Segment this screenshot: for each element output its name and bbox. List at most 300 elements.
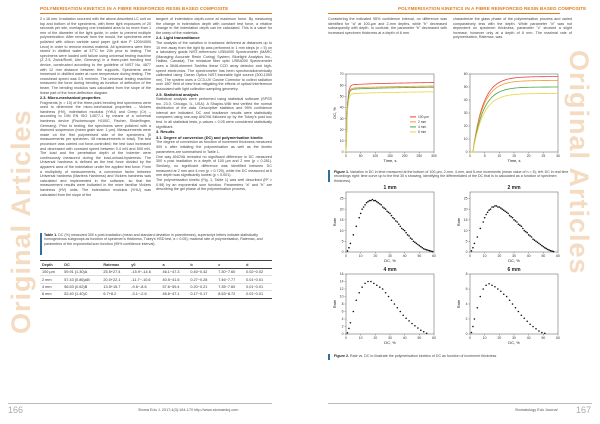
y-tick-label: 60: [463, 72, 468, 77]
data-point: [526, 232, 528, 234]
table-header-row: [40, 261, 272, 269]
y-tick-label: 60: [339, 83, 344, 88]
data-point: [355, 299, 357, 301]
section-heading: 3. Results: [156, 129, 175, 135]
table-cell: 8.53~8.72: [216, 291, 244, 298]
data-point: [479, 228, 481, 230]
header-rule: [328, 13, 560, 14]
page-number: 166: [8, 405, 24, 415]
data-point: [394, 218, 396, 220]
data-point: [479, 296, 481, 298]
y-tick-label: 6: [465, 287, 468, 292]
data-point: [405, 232, 407, 234]
data-point: [414, 325, 416, 327]
table-cell: 0.17~0.17: [188, 291, 216, 298]
data-point: [512, 303, 514, 305]
data-point: [543, 246, 545, 248]
running-header: POLYMERISATION KINETICS IN A FIBRE REINFORCED RESIN BASED COMPOSITE: [398, 6, 587, 11]
data-point: [382, 288, 384, 290]
table-caption: [44, 233, 272, 246]
paragraph: 2 x 16 mm. Irradiation occurred with the above-described LC unit on top and bottom of the specimens, with three light exposures of 20 seconds per site, overlapping one irradiated area to no more than 1 mm of the diameter of the light guide, in order to prevent multiple polymerization. After removal from the mould, the specimens were polished with silicon carbide sand paper (grit size P 1200/4000 Leco) in order to remove excess material. All specimens were then stored in distilled water at 37°C for 24h prior to testing. The specimens were loaded until failure using universal testing machine (Z 2.5, Zwick/Roell, Ulm, Germany) in a three-point bending test device, constructed according to the guideline of NIST No. 4877 with 12 mm distance between the supports. Specimens were immersed in distilled water at room temperature during testing. The crosshead speed was 0.5 mm/min. The universal testing machine measured the force during bending as function of deflection of the beam. The bending modulus was calculated from the slope of the linear part of the force-deflection diagram.: [40, 17, 151, 95]
data-point: [367, 281, 369, 283]
data-point: [525, 231, 527, 233]
data-point: [477, 307, 479, 309]
data-point: [417, 327, 419, 329]
section-heading: 2.3. Micro-mechanical properties: [40, 95, 101, 101]
y-tick-label: 0: [341, 250, 344, 255]
data-point: [367, 201, 369, 203]
data-point: [497, 206, 499, 208]
x-tick-label: 50: [541, 254, 546, 258]
data-point: [370, 200, 372, 202]
paragraph: tangent of indentation depth-curve at maximum force. By measuring the change in indentation depth with constant test force, a relative change in the indentation depth can be calculated. This is a value for the creep of the materials.: [156, 17, 272, 35]
table-cell: 13.5+15.7: [101, 283, 129, 290]
data-point: [499, 206, 501, 208]
data-point: [358, 217, 360, 219]
table-cell: 4 mm: [40, 283, 62, 290]
data-point: [385, 292, 387, 294]
data-point: [534, 239, 536, 241]
table-cell: 0.01~0.01: [244, 283, 272, 290]
data-point: [490, 208, 492, 210]
data-point: [358, 292, 360, 294]
table-cell: 56.53 (0.62)B: [62, 283, 101, 290]
table-row: [40, 276, 272, 283]
data-point: [551, 250, 553, 252]
footer-rule: [328, 403, 592, 404]
data-point: [485, 214, 487, 216]
data-point: [392, 217, 394, 219]
data-point: [488, 283, 490, 285]
figure-2-caption: [334, 354, 572, 358]
chart-title: 6 mm: [507, 267, 521, 273]
footer-journal: Stomatology Edu Journal: [515, 408, 558, 412]
table-cell: 0.01~0.01: [244, 291, 272, 298]
data-point: [471, 332, 473, 334]
caption-accent-bar: [328, 170, 330, 182]
data-point: [528, 234, 530, 236]
data-point: [504, 210, 506, 212]
data-point: [500, 290, 502, 292]
data-point: [397, 307, 399, 309]
data-point: [535, 240, 537, 242]
y-tick-label: 16: [339, 272, 344, 277]
results-table: [40, 260, 272, 299]
y-tick-label: 10: [339, 139, 344, 144]
data-point: [509, 299, 511, 301]
table-row: [40, 283, 272, 290]
x-tick-label: 50: [358, 154, 363, 158]
table-header-cell: y0: [129, 261, 160, 269]
body-column-1: [40, 17, 151, 229]
y-tick-label: 25: [463, 196, 468, 201]
x-tick-label: 10: [482, 254, 487, 258]
y-tick-label: 15: [463, 218, 468, 223]
data-point: [477, 236, 479, 238]
data-point: [416, 243, 418, 245]
x-tick-label: 30: [388, 254, 392, 258]
data-point: [541, 332, 543, 334]
data-point: [430, 250, 432, 252]
data-point: [366, 202, 368, 204]
caption-text: DC (%) measured 300 s post-irradiation (mean and standard deviation in parentheses), superscript letters indicate statistically homogeneous subgroups as function of specimen's thickness, Tukey's HSD test, α = 0.05); maximal rate of polymerisation, Ratemax, and parameters of the exponential sum function (95% confidence interval).: [44, 233, 263, 246]
paragraph: Fragments (n = 10) of the three-point bending test specimens were used to determine the micro-mechanical properties – Vickers hardness (HV), indentation modulus (YHU) and Creep (Cr) – according to DIN EN ISO 14577-1 by means of a universal hardness device (Fischerscope H100C, Fischer, Sindelfingen, Germany). Prior to testing, the specimens were polished with a diamond suspension (mean grain size: 1 µm). Measurements were made on the first polymerised side of the specimens (5 measurements per specimen, 45 measurements in total). The test procedure was carried out force-controlled; the test load increased and decreased with constant speed between 0.4 mN and 500 mN. The load and the penetration depth of the indenter were continuously measured during the load-unload-hysteresis. The Universal hardness is defined as the test force divided by the apparent area of the indentation under the applied test force. From a multiplicity of measurements, a conversion factor between Universal hardness (Martens Hardness) and Vickers hardness was calculated and implemented in the software, so that the measurement results were indicated in the more familiar Vickers hardness (HV) units. The indentation modulus (YHU) was calculated from the slope of the: [40, 100, 151, 197]
data-point: [405, 317, 407, 319]
y-tick-label: 0: [341, 332, 344, 337]
x-tick-label: 40: [402, 254, 407, 258]
x-tick-label: 50: [417, 336, 422, 340]
table-cell: 46.1~47.3: [161, 269, 189, 276]
y-tick-label: 12: [339, 287, 344, 292]
table-header-cell: d: [244, 261, 272, 269]
table-row: [40, 269, 272, 276]
data-point: [531, 236, 533, 238]
paragraph: Considering the indicated 95% confidence interval, no difference was identified for "a" at 100-µm and 2-mm depths, while "b" decreased subsequently with depth. In contrast, the parameter "b" decreased with increased specimen thickness at a depth of 6 mm.: [328, 17, 447, 35]
table-cell: 2 mm: [40, 276, 62, 283]
data-point: [399, 225, 401, 227]
x-tick-label: 0: [345, 254, 347, 258]
legend-label: 4 mm: [418, 125, 427, 130]
data-point: [516, 221, 518, 223]
table-header-cell: Ratemax: [101, 261, 129, 269]
x-tick-label: 30: [512, 254, 516, 258]
x-tick-label: 20: [373, 336, 378, 340]
y-tick-label: 70: [339, 72, 344, 77]
data-point: [399, 311, 401, 313]
y-tick-label: 4: [465, 302, 468, 307]
data-point: [491, 284, 493, 286]
x-tick-label: 200: [401, 154, 408, 158]
x-tick-label: 50: [541, 336, 546, 340]
data-point: [394, 303, 396, 305]
x-axis-label: DC, %: [508, 258, 520, 263]
y-tick-label: 10: [339, 294, 344, 299]
data-point: [407, 234, 409, 236]
legend-label: 2 mm: [418, 120, 427, 125]
x-tick-label: 10: [358, 254, 363, 258]
data-point: [501, 208, 503, 210]
data-point: [553, 251, 555, 253]
x-tick-label: 300: [431, 154, 437, 158]
x-tick-label: 40: [526, 336, 531, 340]
data-point: [532, 326, 534, 328]
y-tick-label: 0: [465, 150, 468, 155]
page-number: 167: [576, 405, 592, 415]
table-cell: -11.7~-10.6: [129, 276, 160, 283]
data-point: [388, 212, 390, 214]
data-point: [376, 284, 378, 286]
data-point: [398, 223, 400, 225]
data-point: [348, 328, 350, 330]
y-tick-label: 40: [339, 105, 344, 110]
data-point: [537, 242, 539, 244]
figure-1-caption: [334, 170, 572, 183]
chart-axes: [464, 72, 560, 163]
data-point: [484, 217, 486, 219]
data-point: [397, 221, 399, 223]
data-point: [395, 220, 397, 222]
data-point: [471, 250, 473, 252]
table-cell: 100 µm: [40, 269, 62, 276]
data-point: [521, 225, 523, 227]
data-point: [414, 242, 416, 244]
caption-text: Variation in DC in time measured at the bottom of 100-µm, 2-mm, 4-mm, and 6-mm increments (mean value of n = 6); left: DC in real time recordings right: time curve up to the first 30 s showing, identifying the differentiated of the DC that is to calculated as a function of specimen thickness).: [334, 170, 569, 183]
caption-accent-bar: [328, 354, 330, 360]
table-cell: -9.6~-8.6: [129, 283, 160, 290]
x-axis-label: DC, %: [508, 340, 520, 345]
y-tick-label: 20: [463, 124, 468, 129]
data-point: [385, 208, 387, 210]
data-point: [518, 223, 520, 225]
data-point: [420, 329, 422, 331]
footer-rule: [8, 403, 272, 404]
chart-legend: [410, 115, 429, 134]
plot-frame: [346, 192, 434, 252]
data-point: [526, 320, 528, 322]
data-point: [347, 332, 349, 334]
data-point: [386, 210, 388, 212]
data-point: [353, 311, 355, 313]
y-axis-label: Rate: [332, 299, 337, 309]
data-point: [506, 296, 508, 298]
x-tick-label: 30: [512, 336, 516, 340]
section-side-label: Original Articles: [6, 109, 36, 334]
body-column-2: [156, 17, 272, 267]
table-cell: 25.5+27.4: [101, 269, 129, 276]
data-point: [350, 243, 352, 245]
table-cell: 57.6~59.4: [161, 283, 189, 290]
data-point: [413, 240, 415, 242]
data-point: [380, 204, 382, 206]
data-point: [494, 205, 496, 207]
y-tick-label: 50: [463, 85, 468, 90]
data-point: [550, 250, 552, 252]
section-side-label: Original Articles: [564, 50, 594, 275]
caption-label: Table 1.: [44, 233, 58, 237]
x-tick-label: 40: [526, 254, 531, 258]
data-point: [429, 250, 431, 252]
data-point: [544, 332, 546, 334]
table-cell: 7.46~7.77: [216, 276, 244, 283]
caption-text: Rate vs. DC to illustrate the polymerisation kinetics of DC as function of increment thickness.: [349, 354, 498, 358]
data-point: [408, 235, 410, 237]
x-tick-label: 10: [358, 336, 363, 340]
caption-label: Figure 2.: [334, 354, 349, 358]
data-point: [391, 299, 393, 301]
y-axis-label: Rate: [456, 299, 461, 309]
x-tick-label: 0: [345, 154, 347, 158]
running-header: POLYMERISATION KINETICS IN A FIBRE REINFORCED RESIN BASED COMPOSITE: [40, 6, 229, 11]
data-point: [355, 225, 357, 227]
data-point: [529, 235, 531, 237]
x-tick-label: 0: [469, 154, 471, 158]
data-point: [369, 200, 371, 202]
data-point: [510, 216, 512, 218]
paragraph: One way ANOVA revealed no significant difference in DC measured 300 s post irradiation in a depth of 100 µm and 2 mm (p = 0.281). Similarly, no significant difference was identified between DC measured at 2 mm and 4 mm (p = 0.729), while the DC measured at 6 mm depth was significantly lowest (p < 0.001).: [156, 154, 272, 178]
data-point: [350, 322, 352, 324]
data-point: [507, 213, 509, 215]
section-heading: 2.4. Light transmittance: [156, 35, 200, 41]
y-tick-label: 14: [339, 279, 344, 284]
x-axis-label: DC, %: [384, 340, 396, 345]
x-tick-label: 5: [483, 154, 486, 158]
y-tick-label: 40: [463, 98, 468, 103]
data-point: [503, 293, 505, 295]
footer-citation: Stoma Edu J. 2017;4(3):164-170 http://www.stomaeduj.com: [138, 408, 239, 412]
right-page: [300, 0, 600, 424]
table-header-cell: c: [216, 261, 244, 269]
data-point: [423, 331, 425, 333]
data-point: [491, 206, 493, 208]
table-cell: 20.0+22.1: [101, 276, 129, 283]
data-point: [515, 307, 517, 309]
table-cell: -15.9~-14.6: [129, 269, 160, 276]
data-point: [348, 247, 350, 249]
data-point: [363, 206, 365, 208]
data-point: [360, 213, 362, 215]
plot-frame: [346, 274, 434, 334]
x-tick-label: 0: [469, 254, 471, 258]
series-line: [470, 81, 558, 152]
data-point: [529, 323, 531, 325]
legend-label: 100 µm: [418, 115, 430, 120]
table-cell: 0.40~0.42: [188, 269, 216, 276]
data-point: [519, 224, 521, 226]
x-tick-label: 150: [387, 154, 393, 158]
x-tick-label: 50: [417, 254, 422, 258]
paragraph: The degree of conversion as function of increment thickness measured 300 s after initiating the polymerisation as well as the kinetic parameters are summarised in Table 1.: [156, 140, 272, 154]
table-cell: 0.01~0.01: [244, 276, 272, 283]
x-tick-label: 250: [416, 154, 423, 158]
y-tick-label: 6: [341, 309, 344, 314]
data-point: [388, 296, 390, 298]
y-tick-label: 30: [463, 111, 468, 116]
x-tick-label: 30: [388, 336, 392, 340]
table-header-cell: DC: [62, 261, 101, 269]
figure-2: [328, 184, 572, 352]
y-tick-label: 25: [339, 196, 344, 201]
table-cell: 6.7+8.2: [101, 291, 129, 298]
data-point: [423, 248, 425, 250]
y-tick-label: 20: [339, 127, 344, 132]
data-point: [373, 283, 375, 285]
x-tick-label: 20: [526, 154, 531, 158]
legend-label: 6 mm: [418, 130, 427, 135]
y-tick-label: 30: [339, 116, 344, 121]
y-tick-label: 50: [339, 94, 344, 99]
data-point: [488, 209, 490, 211]
data-point: [420, 246, 422, 248]
table-cell: 40.5~41.6: [161, 276, 189, 283]
y-tick-label: 5: [341, 239, 344, 244]
data-point: [472, 326, 474, 328]
x-tick-label: 0: [345, 336, 347, 340]
y-tick-label: 10: [463, 137, 468, 142]
chart-title: 2 mm: [507, 185, 521, 191]
data-point: [518, 311, 520, 313]
data-point: [515, 220, 517, 222]
x-tick-label: 30: [556, 154, 560, 158]
table-cell: 0.02~0.02: [244, 269, 272, 276]
data-point: [545, 248, 547, 250]
data-point: [427, 249, 429, 251]
data-point: [402, 314, 404, 316]
data-point: [472, 247, 474, 249]
table-header-cell: Depth: [40, 261, 62, 269]
data-point: [432, 251, 434, 253]
series-line: [470, 94, 558, 152]
table-cell: 0.20~0.21: [188, 283, 216, 290]
y-tick-label: 15: [339, 218, 344, 223]
x-tick-label: 20: [373, 254, 378, 258]
x-tick-label: 60: [556, 336, 560, 340]
data-point: [375, 200, 377, 202]
data-point: [404, 230, 406, 232]
table-header-cell: a: [161, 261, 189, 269]
x-tick-label: 0: [469, 336, 471, 340]
y-tick-label: 10: [339, 228, 344, 233]
data-point: [353, 234, 355, 236]
data-point: [410, 237, 412, 239]
paragraph: The analysis of the variation in irradiance delivered at distances up to 10 mm away from the light tip was performed in 1 mm steps (n = 5) on a laboratory grade NIST-referenced USB4000 Spectrometer (MARC (Managing Accurate Resin Curing) System, Bluelight Analytics Inc., Halifax, Canada). The miniature fiber optic USB4000 Spectrometer uses a 3648-element Toshiba linear CCD array detector and high-speed electronics. The spectrometer has been spectroradiometrically calibrated using Ocean Optics NIST-traceable light source (300-1050 nm). The system uses a CC3-UV Cosine Corrector to collect radiation over 180° field of view thus mitigating the effects of optical interference associated with light collection sampling geometry.: [156, 40, 272, 91]
y-tick-label: 4: [341, 317, 344, 322]
x-axis-label: DC, %: [384, 258, 396, 263]
x-tick-label: 20: [497, 254, 502, 258]
x-tick-label: 60: [556, 254, 560, 258]
data-point: [500, 207, 502, 209]
data-point: [493, 206, 495, 208]
data-point: [347, 250, 349, 252]
data-point: [379, 286, 381, 288]
paragraph: The polymerisation kinetic (Fig. 1, Table 1) was well described (R² > 0.98) by an exponential sum function. Parameters "a" and "b" are describing the gel phase of the polymerisation process,: [156, 178, 272, 192]
data-point: [482, 221, 484, 223]
data-point: [402, 229, 404, 231]
data-point: [426, 249, 428, 251]
table-cell: 7.30~7.60: [216, 269, 244, 276]
data-point: [411, 238, 413, 240]
data-point: [544, 247, 546, 249]
data-point: [547, 249, 549, 251]
table-cell: 6 mm: [40, 291, 62, 298]
x-tick-label: 10: [482, 336, 487, 340]
caption-label: Figure 1.: [334, 170, 349, 174]
y-tick-label: 0: [341, 150, 344, 155]
paragraph: characterize the glass phase of the polymerisation process and varied comparatively less with the depth. While parameter "d" was not dependent on specimen thickness, parameter "c" showed a slight increase, however only at a depth of 6 mm. The maximal rate of polymerisation, Ratemax, was: [453, 17, 572, 40]
data-point: [377, 202, 379, 204]
data-point: [372, 199, 374, 201]
x-tick-label: 60: [432, 336, 436, 340]
table-header-cell: b: [188, 261, 216, 269]
header-rule: [40, 13, 272, 14]
y-tick-label: 20: [339, 207, 344, 212]
data-point: [521, 314, 523, 316]
data-point: [532, 238, 534, 240]
section-heading: 2.5. Statistical analysis: [156, 91, 199, 97]
x-tick-label: 100: [372, 154, 379, 158]
table-cell: 7.35~7.60: [216, 283, 244, 290]
table-body: [40, 269, 272, 299]
y-tick-label: 8: [465, 272, 468, 277]
data-point: [411, 323, 413, 325]
data-point: [364, 283, 366, 285]
x-tick-label: 25: [541, 154, 546, 158]
y-axis-label: DC, %: [332, 107, 337, 119]
x-axis-label: Time, s: [507, 158, 521, 163]
data-point: [487, 212, 489, 214]
data-point: [417, 244, 419, 246]
x-tick-label: 40: [402, 336, 407, 340]
paragraph: Statistical analysis were performed using statistical software (SPSS Inc. 23.0, Chicago, IL, USA). A Shapiro-Wilk test verified the normal distribution of the data. Descriptive statistics and 95% confidence interval are indicated. DC and irradiance results were statistically compared using one-way ANOVA followed up by the Tukey's post hoc test. In all statistical tests, p-values < 0.05 were considered statistically significant.: [156, 97, 272, 129]
